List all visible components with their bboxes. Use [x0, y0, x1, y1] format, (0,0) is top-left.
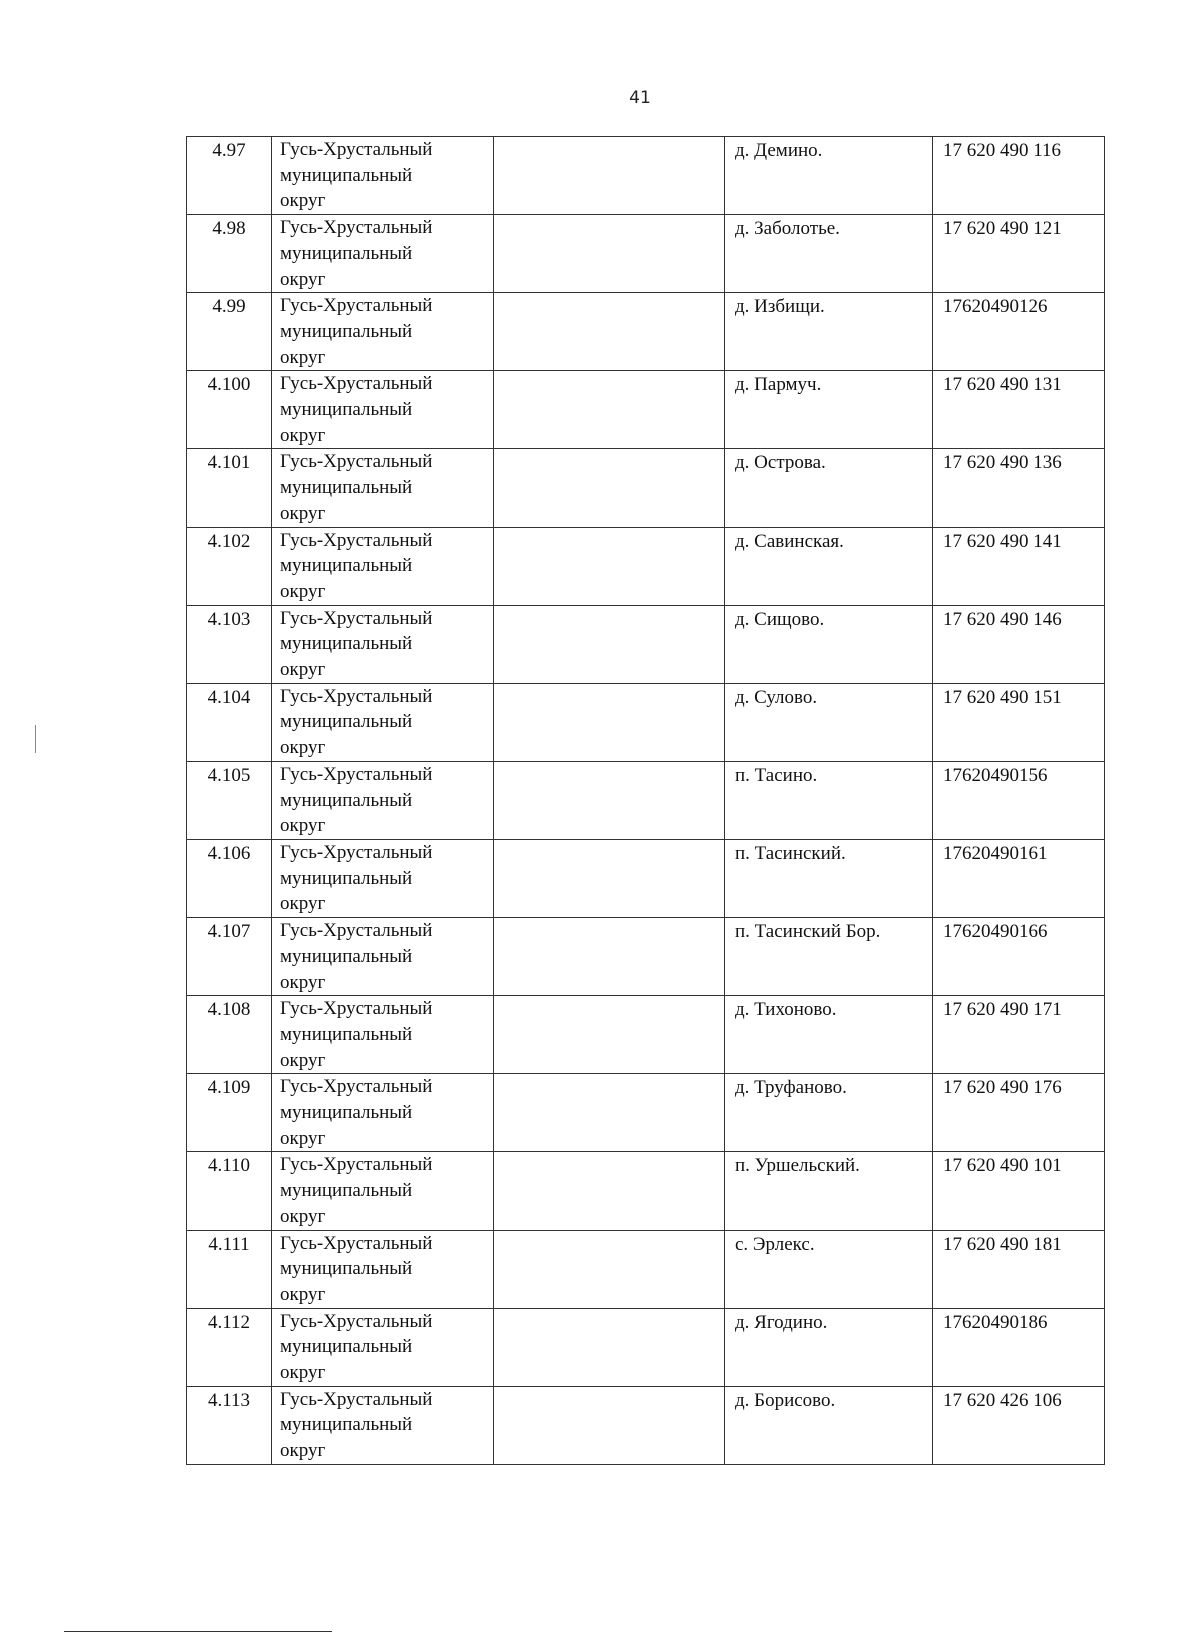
table-row [187, 1230, 1105, 1308]
municipality-cell [272, 839, 494, 917]
empty-cell [494, 1074, 725, 1152]
table-row [187, 1152, 1105, 1230]
row-number-cell: 4.110 [187, 1152, 272, 1230]
municipality-line: муниципальный [280, 1023, 413, 1045]
municipality-line: округ [280, 346, 326, 368]
oktmo-code-cell: 17620490166 [933, 918, 1105, 996]
municipality-line: округ [280, 893, 326, 915]
settlement-cell: п. Тасино. [725, 761, 933, 839]
municipality-line: Гусь-Хрустальный [280, 920, 433, 942]
municipality-line: муниципальный [280, 1180, 413, 1202]
municipality-line: муниципальный [280, 555, 413, 577]
table-row [187, 1074, 1105, 1152]
settlement-cell: д. Избищи. [725, 293, 933, 371]
row-number-cell: 4.108 [187, 996, 272, 1074]
table-row [187, 605, 1105, 683]
table-row [187, 1386, 1105, 1464]
municipality-line: Гусь-Хрустальный [280, 1310, 433, 1332]
settlement-cell: д. Сищово. [725, 605, 933, 683]
settlement-cell: п. Уршельский. [725, 1152, 933, 1230]
municipality-cell [272, 371, 494, 449]
empty-cell [494, 371, 725, 449]
oktmo-code-cell: 17620490186 [933, 1308, 1105, 1386]
settlement-cell: п. Тасинский. [725, 839, 933, 917]
row-number-cell: 4.113 [187, 1386, 272, 1464]
settlement-cell: д. Савинская. [725, 527, 933, 605]
municipality-line: муниципальный [280, 633, 413, 655]
empty-cell [494, 1230, 725, 1308]
oktmo-code-cell: 17 620 490 131 [933, 371, 1105, 449]
municipality-line: округ [280, 737, 326, 759]
settlement-cell: д. Сулово. [725, 683, 933, 761]
row-number-cell: 4.111 [187, 1230, 272, 1308]
municipality-line: Гусь-Хрустальный [280, 139, 433, 160]
settlement-cell: д. Заболотье. [725, 215, 933, 293]
municipality-line: муниципальный [280, 789, 413, 811]
empty-cell [494, 839, 725, 917]
row-number-cell: 4.107 [187, 918, 272, 996]
municipality-line: округ [280, 659, 326, 681]
municipality-line: округ [280, 971, 326, 993]
page-number: 41 [629, 88, 651, 108]
municipality-line: Гусь-Хрустальный [280, 451, 433, 473]
municipality-line: Гусь-Хрустальный [280, 217, 433, 239]
oktmo-code-cell: 17 620 426 106 [933, 1386, 1105, 1464]
oktmo-code-cell: 17 620 490 146 [933, 605, 1105, 683]
oktmo-code-cell: 17 620 490 181 [933, 1230, 1105, 1308]
empty-cell [494, 527, 725, 605]
municipality-cell [272, 137, 494, 215]
municipality-line: муниципальный [280, 867, 413, 889]
oktmo-code-cell: 17 620 490 121 [933, 215, 1105, 293]
row-number-cell: 4.101 [187, 449, 272, 527]
row-number-cell: 4.97 [187, 137, 272, 215]
oktmo-code-cell: 17 620 490 151 [933, 683, 1105, 761]
table-row [187, 839, 1105, 917]
municipality-line: Гусь-Хрустальный [280, 1154, 433, 1176]
municipality-line: муниципальный [280, 1258, 413, 1280]
municipality-line: Гусь-Хрустальный [280, 763, 433, 785]
municipality-cell [272, 1386, 494, 1464]
empty-cell [494, 1386, 725, 1464]
settlement-cell: д. Демино. [725, 137, 933, 215]
municipality-cell [272, 293, 494, 371]
settlement-registry-table [186, 136, 1105, 1465]
empty-cell [494, 137, 725, 215]
municipality-line: Гусь-Хрустальный [280, 1076, 433, 1098]
settlement-cell: д. Тихоново. [725, 996, 933, 1074]
municipality-line: округ [280, 1440, 326, 1462]
table-row [187, 137, 1105, 215]
settlement-cell: д. Острова. [725, 449, 933, 527]
empty-cell [494, 996, 725, 1074]
municipality-line: Гусь-Хрустальный [280, 1388, 433, 1410]
row-number-cell: 4.105 [187, 761, 272, 839]
row-number-cell: 4.99 [187, 293, 272, 371]
municipality-line: округ [280, 424, 326, 446]
municipality-line: Гусь-Хрустальный [280, 295, 433, 317]
table-row [187, 449, 1105, 527]
empty-cell [494, 1308, 725, 1386]
municipality-cell [272, 215, 494, 293]
registry-table-body [187, 137, 1105, 1465]
row-number-cell: 4.112 [187, 1308, 272, 1386]
row-number-cell: 4.102 [187, 527, 272, 605]
municipality-line: округ [280, 1127, 326, 1149]
municipality-cell [272, 1074, 494, 1152]
municipality-line: муниципальный [280, 1336, 413, 1358]
municipality-cell [272, 1152, 494, 1230]
settlement-cell: д. Труфаново. [725, 1074, 933, 1152]
municipality-line: Гусь-Хрустальный [280, 998, 433, 1020]
municipality-line: округ [280, 1205, 326, 1227]
municipality-line: округ [280, 1283, 326, 1305]
municipality-cell [272, 683, 494, 761]
municipality-line: округ [280, 502, 326, 524]
oktmo-code-cell: 17 620 490 136 [933, 449, 1105, 527]
municipality-cell [272, 761, 494, 839]
municipality-cell [272, 527, 494, 605]
municipality-line: Гусь-Хрустальный [280, 841, 433, 863]
table-row [187, 996, 1105, 1074]
settlement-cell: д. Борисово. [725, 1386, 933, 1464]
municipality-line: округ [280, 815, 326, 837]
municipality-line: муниципальный [280, 1102, 413, 1124]
settlement-cell: п. Тасинский Бор. [725, 918, 933, 996]
municipality-line: муниципальный [280, 164, 413, 186]
empty-cell [494, 293, 725, 371]
empty-cell [494, 683, 725, 761]
table-row [187, 215, 1105, 293]
municipality-line: округ [280, 1049, 326, 1071]
municipality-cell [272, 918, 494, 996]
table-row [187, 293, 1105, 371]
municipality-line: Гусь-Хрустальный [280, 373, 433, 395]
municipality-line: Гусь-Хрустальный [280, 685, 433, 707]
settlement-cell: д. Ягодино. [725, 1308, 933, 1386]
row-number-cell: 4.109 [187, 1074, 272, 1152]
municipality-line: Гусь-Хрустальный [280, 1232, 433, 1254]
empty-cell [494, 761, 725, 839]
settlement-cell: с. Эрлекс. [725, 1230, 933, 1308]
footnote-rule [64, 1631, 332, 1632]
municipality-cell [272, 605, 494, 683]
municipality-line: округ [280, 580, 326, 602]
row-number-cell: 4.100 [187, 371, 272, 449]
municipality-line: муниципальный [280, 242, 413, 264]
empty-cell [494, 605, 725, 683]
municipality-line: муниципальный [280, 945, 413, 967]
row-number-cell: 4.103 [187, 605, 272, 683]
municipality-line: муниципальный [280, 399, 413, 421]
municipality-line: Гусь-Хрустальный [280, 607, 433, 629]
table-row [187, 918, 1105, 996]
municipality-line: Гусь-Хрустальный [280, 529, 433, 551]
settlement-cell: д. Пармуч. [725, 371, 933, 449]
municipality-line: округ [280, 190, 326, 212]
municipality-cell [272, 449, 494, 527]
scan-margin-mark [35, 725, 36, 753]
municipality-line: округ [280, 268, 326, 290]
oktmo-code-cell: 17 620 490 176 [933, 1074, 1105, 1152]
empty-cell [494, 1152, 725, 1230]
table-row [187, 683, 1105, 761]
municipality-cell [272, 996, 494, 1074]
row-number-cell: 4.104 [187, 683, 272, 761]
oktmo-code-cell: 17620490126 [933, 293, 1105, 371]
empty-cell [494, 215, 725, 293]
table-row [187, 371, 1105, 449]
oktmo-code-cell: 17 620 490 141 [933, 527, 1105, 605]
table-row [187, 761, 1105, 839]
empty-cell [494, 449, 725, 527]
table-row [187, 1308, 1105, 1386]
row-number-cell: 4.98 [187, 215, 272, 293]
oktmo-code-cell: 17 620 490 171 [933, 996, 1105, 1074]
municipality-line: муниципальный [280, 477, 413, 499]
municipality-line: муниципальный [280, 320, 413, 342]
empty-cell [494, 918, 725, 996]
oktmo-code-cell: 17620490156 [933, 761, 1105, 839]
row-number-cell: 4.106 [187, 839, 272, 917]
municipality-line: округ [280, 1362, 326, 1384]
municipality-line: муниципальный [280, 711, 413, 733]
oktmo-code-cell: 17 620 490 101 [933, 1152, 1105, 1230]
municipality-cell [272, 1308, 494, 1386]
municipality-line: муниципальный [280, 1414, 413, 1436]
oktmo-code-cell: 17 620 490 116 [933, 137, 1105, 215]
table-row [187, 527, 1105, 605]
oktmo-code-cell: 17620490161 [933, 839, 1105, 917]
municipality-cell [272, 1230, 494, 1308]
